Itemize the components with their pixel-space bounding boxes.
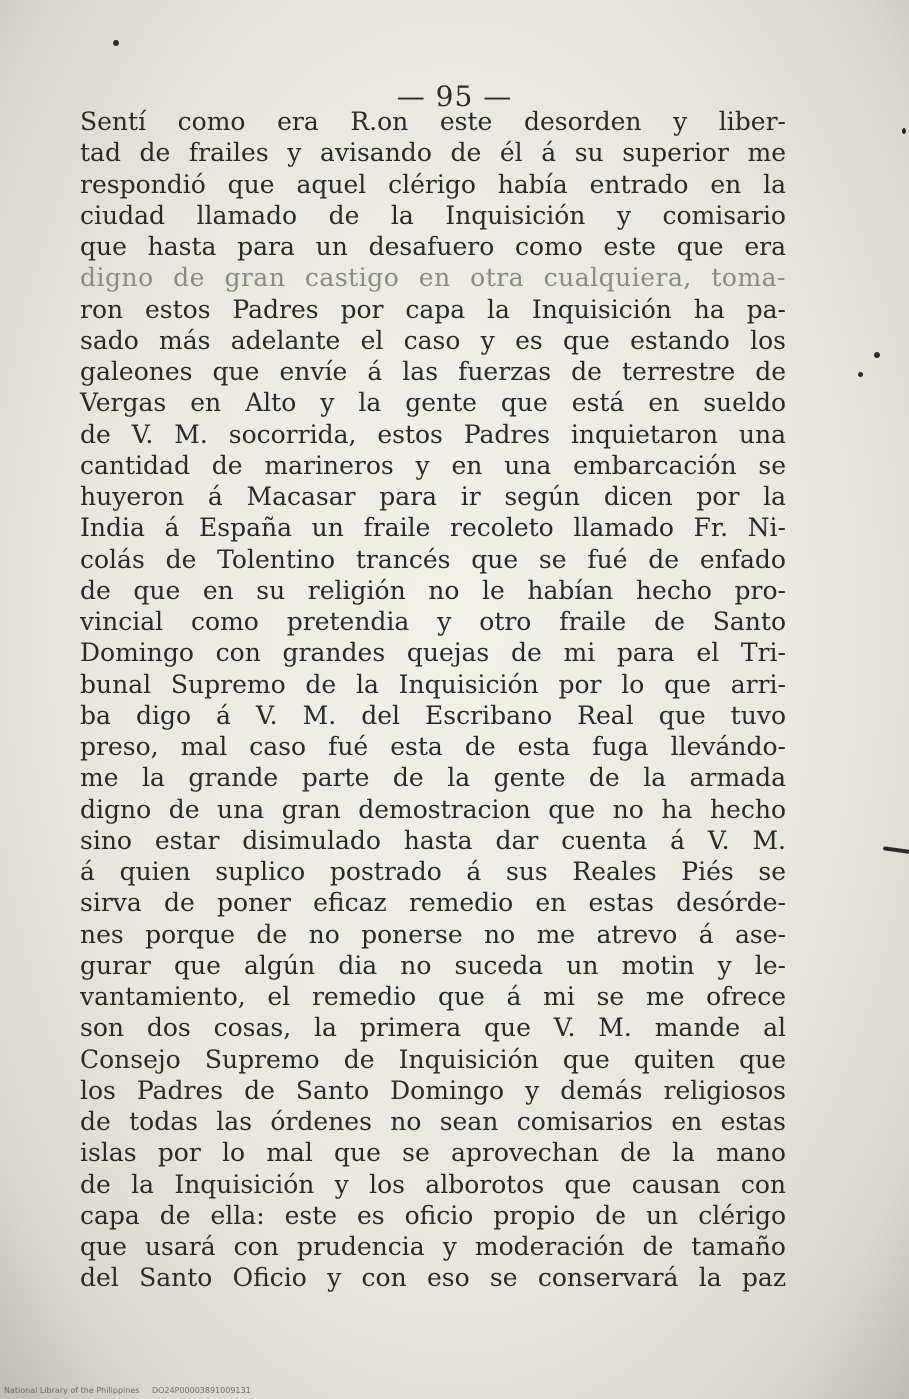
text-line: los Padres de Santo Domingo y demás religiosos [80,1075,786,1105]
text-line: de que en su religión no le habían hecho pro- [80,575,786,605]
text-line: á quien suplico postrado á sus Reales Piés se [80,857,786,886]
text-line: de la Inquisición y los alborotos que causan con [80,1169,786,1199]
scan-reference: DO24P00003891009131 [151,1386,251,1395]
text-line: vincial como pretendia y otro fraile de Santo [80,607,786,636]
text-line: bunal Supremo de la Inquisición por lo que arri- [80,669,786,699]
text-line: Domingo con grandes quejas de mi para el Tri- [80,638,786,668]
text-line: me la grande parte de la gente de la armada [80,763,786,793]
text-line: ron estos Padres por capa la Inquisición ha pa- [80,294,786,324]
text-line: sino estar disimulado hasta dar cuenta á V. M. [80,825,786,855]
text-line: Consejo Supremo de Inquisición que quiten que [80,1044,786,1074]
text-line: digno de gran castigo en otra cualquiera, toma- [80,263,786,293]
text-line: del Santo Oficio y con eso se conservará la paz [80,1263,786,1293]
text-line: colás de Tolentino trancés que se fué de enfado [80,544,786,574]
text-line: cantidad de marineros y en una embarcación se [80,450,786,480]
text-line: islas por lo mal que se aprovechan de la mano [80,1138,786,1168]
ink-speck [113,40,119,46]
text-line: vantamiento, el remedio que á mi se me ofrece [80,982,786,1011]
text-line: sado más adelante el caso y es que estando los [80,325,786,355]
text-line: ba digo á V. M. del Escribano Real que tuvo [80,700,786,730]
text-line: gurar que algún dia no suceda un motin y le- [80,950,786,980]
text-line: Sentí como era R.on este desorden y liber- [80,107,786,136]
page-number: — 95 — [396,80,513,113]
text-line: galeones que envíe á las fuerzas de terrestre de [80,357,786,386]
text-line: nes porque de no ponerse no me atrevo á ase- [80,919,786,949]
text-line: ciudad llamado de la Inquisición y comisario [80,200,786,230]
ink-speck [902,128,906,134]
text-line: preso, mal caso fué esta de esta fuga llevándo- [80,732,786,761]
text-line: Vergas en Alto y la gente que está en sueldo [80,388,786,418]
text-line: son dos cosas, la primera que V. M. mande al [80,1013,786,1043]
ink-speck [858,372,863,377]
text-line: tad de frailes y avisando de él á su superior me [80,138,786,168]
library-credit: National Library of the Philippines [4,1386,140,1395]
scan-footer [4,1386,261,1395]
text-line: capa de ella: este es oficio propio de un clérigo [80,1200,786,1230]
text-line: sirva de poner eficaz remedio en estas desórde- [80,888,786,918]
text-line: de V. M. socorrida, estos Padres inquietaron una [80,419,786,449]
text-line: que usará con prudencia y moderación de tamaño [80,1232,786,1261]
text-line: respondió que aquel clérigo había entrado en la [80,169,786,199]
text-line: India á España un fraile recoleto llamado Fr. Ni- [80,513,786,543]
body-text [80,106,786,1294]
ink-speck [874,352,880,358]
text-line: digno de una gran demostracion que no ha hecho [80,794,786,824]
edge-mark [883,846,909,854]
text-line: huyeron á Macasar para ir según dicen por la [80,482,786,511]
text-line: de todas las órdenes no sean comisarios en estas [80,1107,786,1136]
text-line: que hasta para un desafuero como este que era [80,232,786,261]
